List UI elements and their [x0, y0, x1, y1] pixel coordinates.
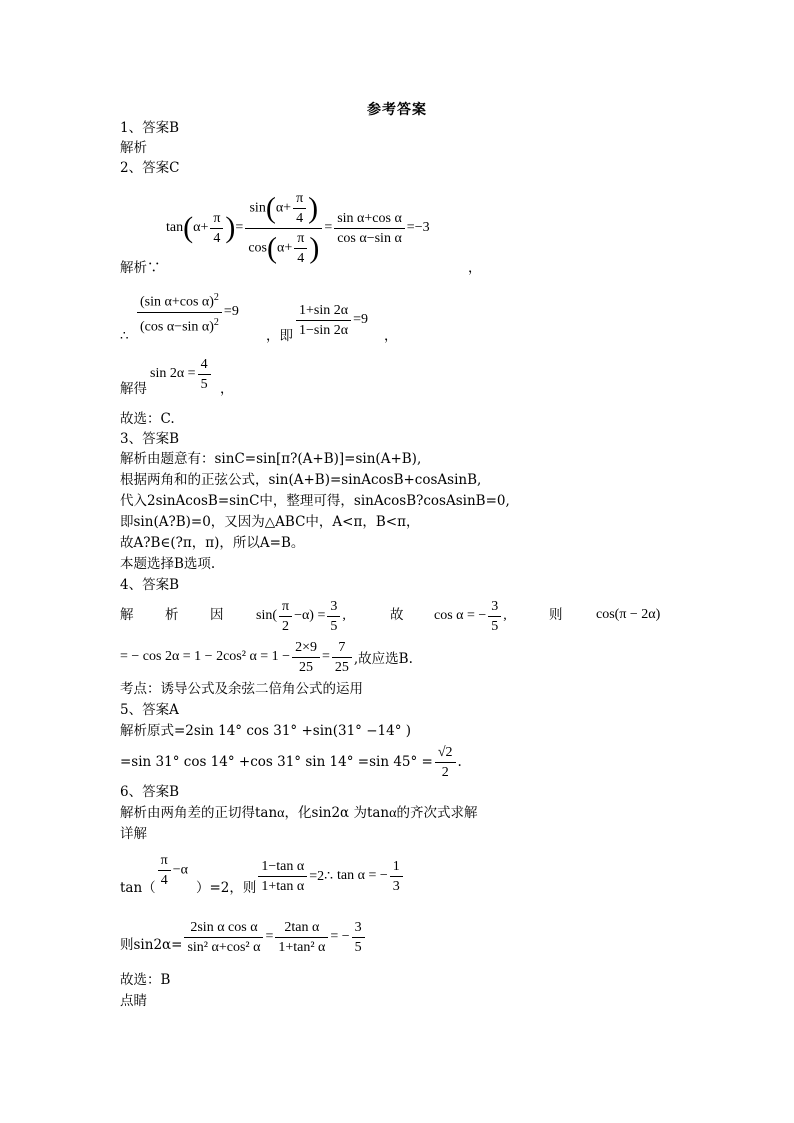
answer-3-line-5: 故A?B∈(?π，π)，所以A=B。 [120, 535, 305, 551]
jiede-text: 解得 [120, 381, 147, 397]
answer-1-analysis: 解析 [120, 140, 147, 156]
answer-6-line-1: 解析由两角差的正切得tanα，化sin2α 为tanα的齐次式求解 [120, 805, 478, 821]
answer-5-line-1: 解析原式=2sin 14° cos 31° +sin(31° −14° ) [120, 723, 412, 739]
answer-3-line-6: 本题选择B选项. [120, 556, 216, 572]
formula-cos2a-result: = − cos 2α = 1 − 2cos² α = 1 − $\frac{2\times 9}{25}$ = $\frac{7}{25}$ ,故应选B. [120, 639, 413, 675]
answer-5-line-2: =sin 31° cos 14° +cos 31° sin 14° =sin 45° = $\frac{√2}{2}$ . [120, 744, 462, 780]
answer-6-sin2a-line: 则sin2α= $\frac{\text{2sin α cos α}}{\text{sin² α+cos² α}}$ = $\frac{\text{2tan α}}{\text{1+tan² α}}$ = − $\frac{3}{5}$ [120, 915, 367, 959]
answer-4-kaodian: 考点：诱导公式及余弦二倍角公式的运用 [120, 681, 363, 697]
answer-3-line-3: 代入2sinAcosB=sinC中，整理可得，sinAcosB?cosAsinB=0, [120, 493, 510, 509]
answer-6-tan-line: tan（ $\frac{\pi}{4}$ −α ）=2，则 $\frac{\text{1−tan α}}{\text{1+tan α}}$ =2∴ tan α = − $\frac{1}{3}$ [120, 852, 405, 900]
answer-3-heading: 3、答案B [120, 431, 180, 447]
formula-cos-pi-2a: cos(π − 2α) [596, 607, 661, 622]
comma: ， [220, 381, 234, 397]
gu-char: 故 [390, 607, 404, 623]
formula-tan-alpha-plus-pi4: tan ( α+ $\frac{\pi}{4}$ ) = sin(α+ $\frac{\pi}{4}$ ) cos(α+ $\frac{\pi}{4}$ ) = $\frac{\text{sin α+cos α}}{\text{cos α−sin α}}$ =−3 [166, 190, 430, 266]
jie-char: 解 [120, 607, 134, 623]
answer-2-heading: 2、答案C [120, 160, 180, 176]
answer-6-dianjing: 点睛 [120, 993, 147, 1009]
answer-2-analysis: 解析∵ [120, 260, 161, 276]
answer-3-line-1: 解析由题意有：sinC=sin[π?(A+B)]=sin(A+B), [120, 451, 422, 467]
page-title: 参考答案 [367, 102, 427, 118]
answer-2-conclusion: 故选：C. [120, 411, 175, 427]
formula-sin2a-result: sin 2α = $\frac{4}{5}$ [150, 352, 213, 396]
ze-char: 则 [549, 607, 563, 623]
answer-6-heading: 6、答案B [120, 784, 180, 800]
answer-3-line-4: 即sin(A?B)=0，又因为△ABC中，A<π，B<π， [120, 514, 420, 530]
therefore-symbol: ∴ [120, 328, 129, 344]
answer-3-line-2: 根据两角和的正弦公式，sin(A+B)=sinAcosB+cosAsinB, [120, 472, 482, 488]
answer-6-conclusion: 故选：B [120, 972, 171, 988]
formula-cos-alpha: cos α = − $\frac{3}{5}$ , [434, 598, 507, 634]
comma: ， [384, 328, 398, 344]
yin-char: 因 [210, 607, 224, 623]
answer-4-heading: 4、答案B [120, 577, 180, 593]
ji-text: ，即 [266, 328, 293, 344]
comma: ， [468, 260, 482, 276]
answer-6-detail-label: 详解 [120, 826, 147, 842]
answer-5-heading: 5、答案A [120, 702, 179, 718]
xi-char: 析 [165, 607, 179, 623]
formula-squared-ratio: $\frac{(\sin \alpha+\cos \alpha)^2}{(\cos \alpha-\sin \alpha)^2}$ =9 [135, 286, 239, 338]
answer-1-heading: 1、答案B [120, 120, 180, 136]
formula-sin2a-ratio: $\frac{1+\sin 2\alpha}{1-\sin 2\alpha}$ =9 [294, 298, 368, 342]
formula-sin-pi2-minus-a: sin( π 2 −α) = $\frac{3}{5}$ , [256, 598, 346, 634]
